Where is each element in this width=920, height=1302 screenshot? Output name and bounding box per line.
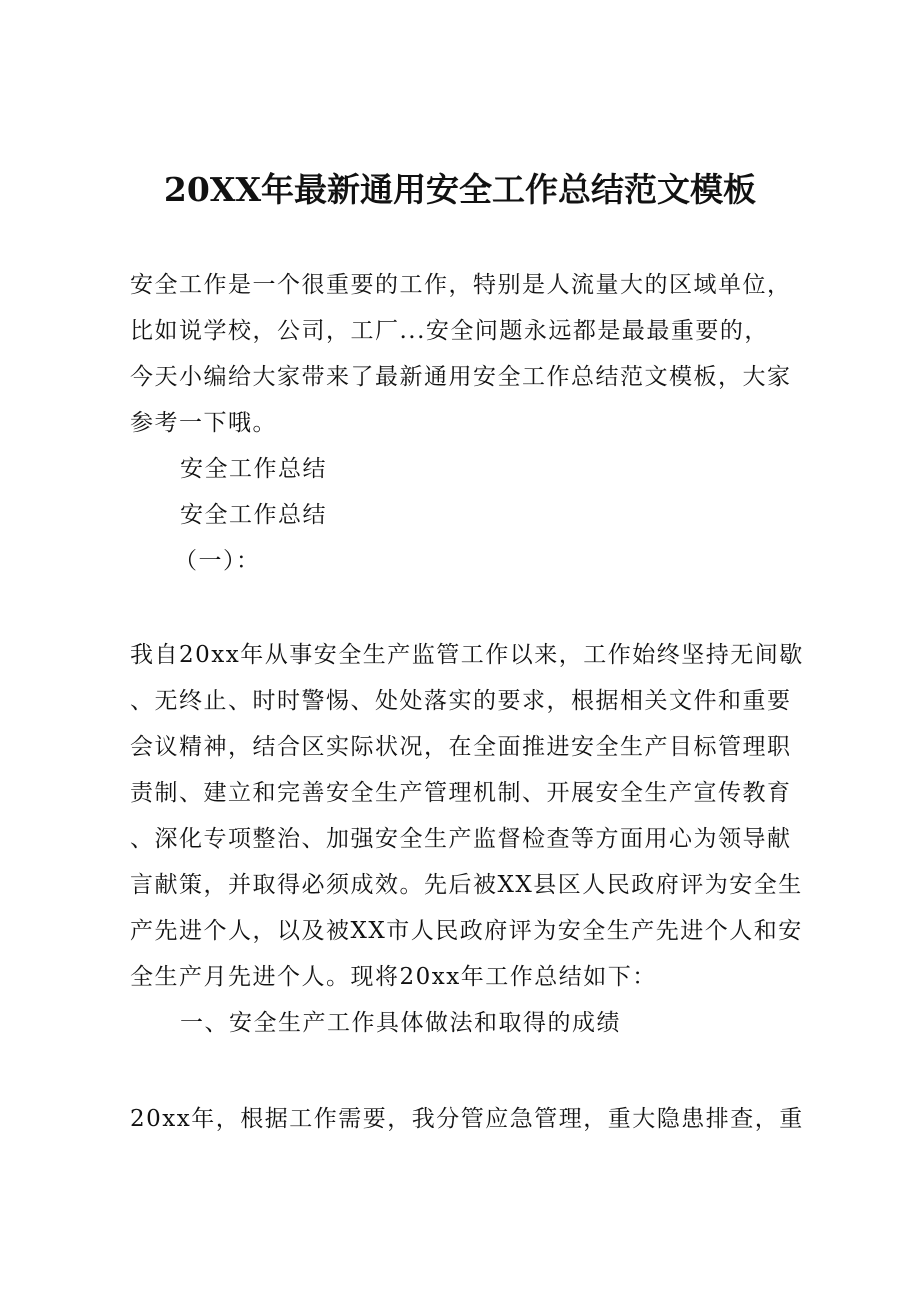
heading-text: 安全工作总结 (180, 456, 327, 482)
paragraph-line: 我自20xx年从事安全生产监管工作以来，工作始终坚持无间歇 (130, 642, 804, 668)
body-paragraph-1 (130, 632, 802, 1000)
paragraph-line: 会议精神，结合区实际状况，在全面推进安全生产目标管理职 (130, 734, 792, 760)
heading-text: 一、安全生产工作具体做法和取得的成绩 (180, 1010, 621, 1036)
paragraph-line: 、无终止、时时警惕、处处落实的要求，根据相关文件和重要 (130, 688, 792, 714)
paragraph-line: 20xx年，根据工作需要，我分管应急管理，重大隐患排查，重 (130, 1106, 804, 1132)
paragraph-line: 全生产月先进个人。现将20xx年工作总结如下： (130, 964, 657, 990)
paragraph-line: 、深化专项整治、加强安全生产监督检查等方面用心为领导献 (130, 826, 792, 852)
section-heading-1 (130, 446, 852, 492)
paragraph-line: 产先进个人，以及被XX市人民政府评为安全生产先进个人和安 (130, 918, 803, 944)
intro-line: 今天小编给大家带来了最新通用安全工作总结范文模板，大家 (130, 364, 792, 390)
heading-text: （一）： (174, 548, 261, 574)
intro-line: 比如说学校，公司，工厂...安全问题永远都是最最重要的， (130, 318, 769, 344)
intro-line: 参考一下哦。 (130, 410, 277, 436)
intro-paragraph (130, 262, 802, 446)
section-heading-3 (130, 538, 846, 584)
intro-line: 安全工作是一个很重要的工作，特别是人流量大的区域单位， (130, 272, 792, 298)
heading-text: 安全工作总结 (180, 502, 327, 528)
paragraph-line: 言献策，并取得必须成效。先后被XX县区人民政府评为安全生 (130, 872, 803, 898)
paragraph-line: 责制、建立和完善安全生产管理机制、开展安全生产宣传教育 (130, 780, 792, 806)
section-heading-2 (130, 492, 852, 538)
body-paragraph-2 (130, 1096, 802, 1142)
document-title: 20XX年最新通用安全工作总结范文模板 (163, 170, 757, 209)
section-heading-achievements (130, 1000, 852, 1046)
